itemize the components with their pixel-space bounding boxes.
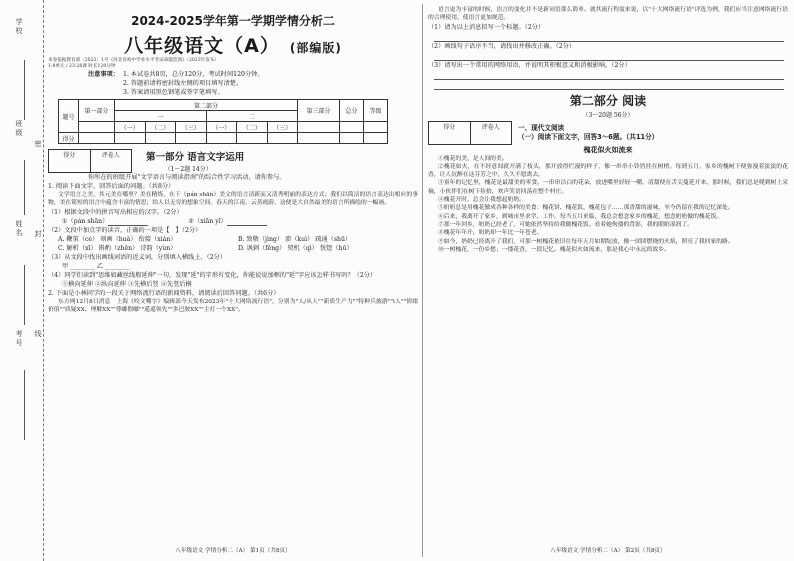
footer-right: 八年级语文 学情分析二（A） 第2页（共8页） bbox=[550, 548, 666, 554]
option-d[interactable]: D. 讽刺（fěng） 契机（qì） 恍惚（hū） bbox=[238, 244, 353, 252]
notice-list bbox=[123, 70, 264, 96]
edition-label: (部编版) bbox=[289, 41, 342, 55]
question-1: 1. 阅读下面文字，回答后面的问题。（共8分） bbox=[48, 183, 175, 191]
binding-line bbox=[24, 370, 25, 440]
score-col-grade: 等级 bbox=[364, 100, 388, 122]
question-2-1: （1）请为以上消息拟写一个标题。（2分） bbox=[428, 23, 545, 31]
grader-score-label: 得分 bbox=[49, 150, 91, 172]
score-cell[interactable] bbox=[298, 122, 340, 133]
exam-basis: 本卷依据教育部〔2023〕1号《河北省初中学业水平考试命题范围》（2023年发布） bbox=[48, 58, 220, 63]
part2-header bbox=[428, 121, 788, 145]
score-cell[interactable] bbox=[340, 122, 364, 133]
question-1-4-options: ①横向延伸 ②纵向延伸 ③先横后竖 ④先竖后横 bbox=[62, 280, 192, 288]
article-para: ⑤奶奶总是用槐花做成各种各样的美食：槐花饼、槐花饭、槐花包子……那香甜的滋味，至今仍留在我的记忆深处。 bbox=[438, 205, 734, 212]
score-subsub: （三） bbox=[176, 122, 207, 133]
part2-range: （3～20题 56分） bbox=[582, 111, 634, 119]
score-col-num: 题号 bbox=[59, 100, 79, 133]
pinyin-blank-1[interactable]: ①（pán shān） bbox=[62, 217, 148, 226]
grader-box bbox=[48, 149, 132, 173]
article-para: ①槐花的美，是人间的美。 bbox=[438, 155, 508, 162]
score-cell[interactable] bbox=[340, 133, 364, 144]
notice-item: 2. 答题前请将密封线左侧的项目填写清楚。 bbox=[122, 80, 243, 87]
footer-left: 八年级语文 学情分析二（A） 第1页（共8页） bbox=[175, 548, 291, 554]
question-1-1: （1）根据文段中的拼音写出相应的汉字。（2分） bbox=[48, 208, 183, 216]
article-para: ⑧槐花年年开，奶奶却一年比一年苍老。 bbox=[438, 230, 543, 237]
score-cell[interactable] bbox=[364, 133, 388, 144]
score-subsub: （一） bbox=[115, 122, 146, 133]
binding-margin bbox=[0, 0, 44, 561]
section-heading bbox=[518, 124, 658, 142]
notices bbox=[88, 70, 418, 96]
part1-title: 第一部分 语言文字运用 bbox=[146, 152, 245, 164]
score-subsub: （三） bbox=[267, 122, 298, 133]
grader-box-2 bbox=[428, 121, 512, 145]
score-row-label: 得分 bbox=[59, 133, 79, 144]
right-page bbox=[428, 6, 788, 556]
score-col-part2: 第二部分 bbox=[115, 100, 298, 111]
passage-1: 文学语言之美，其元美在哪里？美在精炼，在于（pán shān）美文的语言清新而又清秀明丽的表达方式；我们以简洁的语言表达出相应的事物，美在简短的语言中蕴含丰富的情思；给人以无穷的想象空间。春天的江南，云蒸霞蔚，这便是大自然最美的语言所描绘的一幅画。 bbox=[48, 192, 418, 207]
binding-line bbox=[24, 160, 25, 215]
question-1-4: （4）同学们读到"思维如藏丝线般延伸"一句，发现"延"的字形有变化，你能说说加框的"延"字应该怎样书写吗？（2分） bbox=[48, 271, 377, 279]
grader-reviewer-label: 评卷人 bbox=[481, 123, 500, 131]
score-col-total: 总分 bbox=[340, 100, 364, 122]
article-para: ⑨如今，奶奶已经离开了我们，可那一树槐花依旧在每年五月如期绽放，像一团团燃烧的火焰，照亮了我回家的路。 bbox=[438, 238, 734, 245]
score-cell[interactable] bbox=[176, 133, 207, 144]
binding-label-class: 班级 bbox=[15, 120, 23, 138]
answer-1-3[interactable]: 甲 ________ 乙 ________ bbox=[62, 262, 130, 270]
notice-item: 1. 本试卷共8页，总分120分，考试时间120分钟。 bbox=[122, 71, 264, 79]
left-page bbox=[48, 6, 418, 556]
question-1-2: （2）文段中加点字的读音，正确的一项是【 】（2分） bbox=[48, 226, 202, 234]
score-cell[interactable] bbox=[267, 133, 298, 144]
binding-line bbox=[24, 265, 25, 325]
article-para: ⑦那一年回乡，奶奶已经老了，可她依然坚持给我做槐花饭。看着她佝偻的背影，我的眼眶湿润了。 bbox=[438, 221, 694, 228]
score-cell[interactable] bbox=[364, 122, 388, 133]
question-2: 2. 下面是小林同学的一段关于网络流行语的新闻资料，请阅读后回答问题。（共6分） bbox=[48, 289, 280, 297]
question-1-3: （3）从文段中找出画线词语的近义词，分别填入横线上。（2分） bbox=[48, 253, 227, 261]
question-2-2: （2）画线句子语序不当，请找出并修改正确。（2分） bbox=[428, 42, 576, 50]
binding-label-id: 考号 bbox=[15, 330, 23, 348]
score-cell[interactable] bbox=[237, 133, 268, 144]
part1-intro: 你所在的班级开展"文学语言与阅读指南"的综合性学习活动，请你参与。 bbox=[88, 174, 286, 182]
score-table bbox=[58, 99, 388, 144]
notice-item: 3. 答案请用黑色钢笔或签字笔填写。 bbox=[122, 88, 224, 96]
answer-line[interactable] bbox=[434, 70, 784, 80]
part1-title-block bbox=[132, 149, 244, 173]
article-title: 槐花似火如流来 bbox=[583, 145, 633, 154]
answer-line[interactable] bbox=[434, 32, 784, 42]
news-passage: 东方网12月8日消息 上海《咬文嚼字》编辑部今天发布2023年"十大网络流行语"，分别为"人/从人""新质生产力""特种兵旅游""i人""情绪价值""质疑XX、理解XX""尊嘟假嘟""遥遥领先""多巴胺XX""主打一个XX"。 bbox=[48, 298, 418, 314]
question-2-3: （3）请写出一个常用的网络用语，并说明其积极意义和消极影响。（2分） bbox=[428, 61, 631, 69]
part1-range: （1～2题 14分） bbox=[164, 166, 212, 174]
article-para: ③童年的记忆里，槐花是最甜美的零食。一串串洁白的花朵，放进嘴里轻轻一嚼，清甜便在舌尖蔓延开来。那时候，我们总是爬到树上采摘，小伙伴们在树下捡拾，欢声笑语回荡在整个村庄。 bbox=[428, 180, 788, 195]
score-cell[interactable] bbox=[298, 133, 340, 144]
article-para: ②槐花如火，在不经意间就开满了枝头，那开放得烂漫的样子，像一串串小铃铛挂在树梢。每到五月，家乡的槐树下便弥漫着淡淡的花香，让人沉醉在这芬芳之中，久久不愿离去。 bbox=[428, 163, 788, 179]
binding-label-school: 学校 bbox=[15, 18, 23, 36]
news-continued: 语言更为丰富的时候，语言的变化并不是新词语那么简单。就其流行程度来说，以"十大网络流行语"评选为例，我们应当注意网络流行语的合理使用，使语言更加规范。 bbox=[428, 7, 788, 22]
score-col-part3: 第三部分 bbox=[298, 100, 340, 122]
score-subsub: （一） bbox=[206, 122, 237, 133]
seal-char: 封 bbox=[34, 230, 42, 239]
section-1a-title: （一）阅读下面文字，回答3～6题。（共11分） bbox=[518, 132, 659, 141]
options bbox=[48, 235, 418, 253]
option-b[interactable]: B. 致敬（jìng） 溃（kuì） 疏通（shū） bbox=[238, 235, 352, 243]
answer-line[interactable] bbox=[434, 80, 784, 90]
option-a[interactable]: A. 鞭策（cè） 刻画（huà） 衔接（xián） bbox=[58, 235, 177, 243]
answer-line[interactable] bbox=[434, 51, 784, 61]
notice-label: 注意事项： bbox=[88, 71, 119, 79]
score-sub: 一 bbox=[115, 111, 207, 122]
binding-line bbox=[24, 60, 25, 120]
article-para: ④槐花开时，总会让我想起奶奶。 bbox=[438, 197, 525, 204]
exam-scope: 1-8单元 / 23-28课 时长120分钟 bbox=[48, 64, 116, 70]
score-cell[interactable] bbox=[79, 133, 115, 144]
score-cell[interactable] bbox=[145, 133, 176, 144]
grader-reviewer-label: 评卷人 bbox=[101, 152, 120, 160]
subject-title bbox=[48, 31, 418, 58]
page-divider bbox=[422, 4, 423, 557]
pinyin-blank-2[interactable]: ②（xiān yǐ） bbox=[188, 217, 267, 226]
pinyin-row bbox=[48, 217, 418, 226]
score-subsub: （二） bbox=[237, 122, 268, 133]
option-c[interactable]: C. 解析（xī） 斟酌（zhēn） 诗韵（yùn） bbox=[58, 244, 177, 252]
article-para: ⑩一树槐花，一份乡愁；一缕花香，一段记忆。槐花似火如流来，那是我心中永远的故乡。 bbox=[438, 246, 670, 253]
binding-label-name: 姓名 bbox=[15, 220, 23, 238]
seal-char: 线 bbox=[34, 330, 42, 339]
grader-score-label: 得分 bbox=[429, 122, 471, 144]
score-col-part1: 第一部分 bbox=[79, 100, 115, 122]
exam-title: 2024-2025学年第一学期学情分析二 bbox=[131, 14, 335, 28]
section-1-title: 一、现代文阅读 bbox=[518, 123, 565, 132]
part1-header bbox=[48, 149, 418, 173]
article-para: ⑥后来，我离开了家乡，到城市里求学、工作。每当五月来临，我总会想念家乡的槐花，想念奶奶做的槐花饭。 bbox=[438, 213, 723, 220]
score-cell[interactable] bbox=[79, 122, 115, 133]
score-subsub: （二） bbox=[145, 122, 176, 133]
seal-char: 密 bbox=[34, 140, 42, 149]
score-cell[interactable] bbox=[206, 133, 237, 144]
part2-title: 第二部分 阅读 bbox=[569, 93, 647, 108]
score-sub: 二 bbox=[206, 111, 298, 122]
score-cell[interactable] bbox=[115, 133, 146, 144]
subject-name: 八年级语文（A） bbox=[124, 35, 280, 57]
